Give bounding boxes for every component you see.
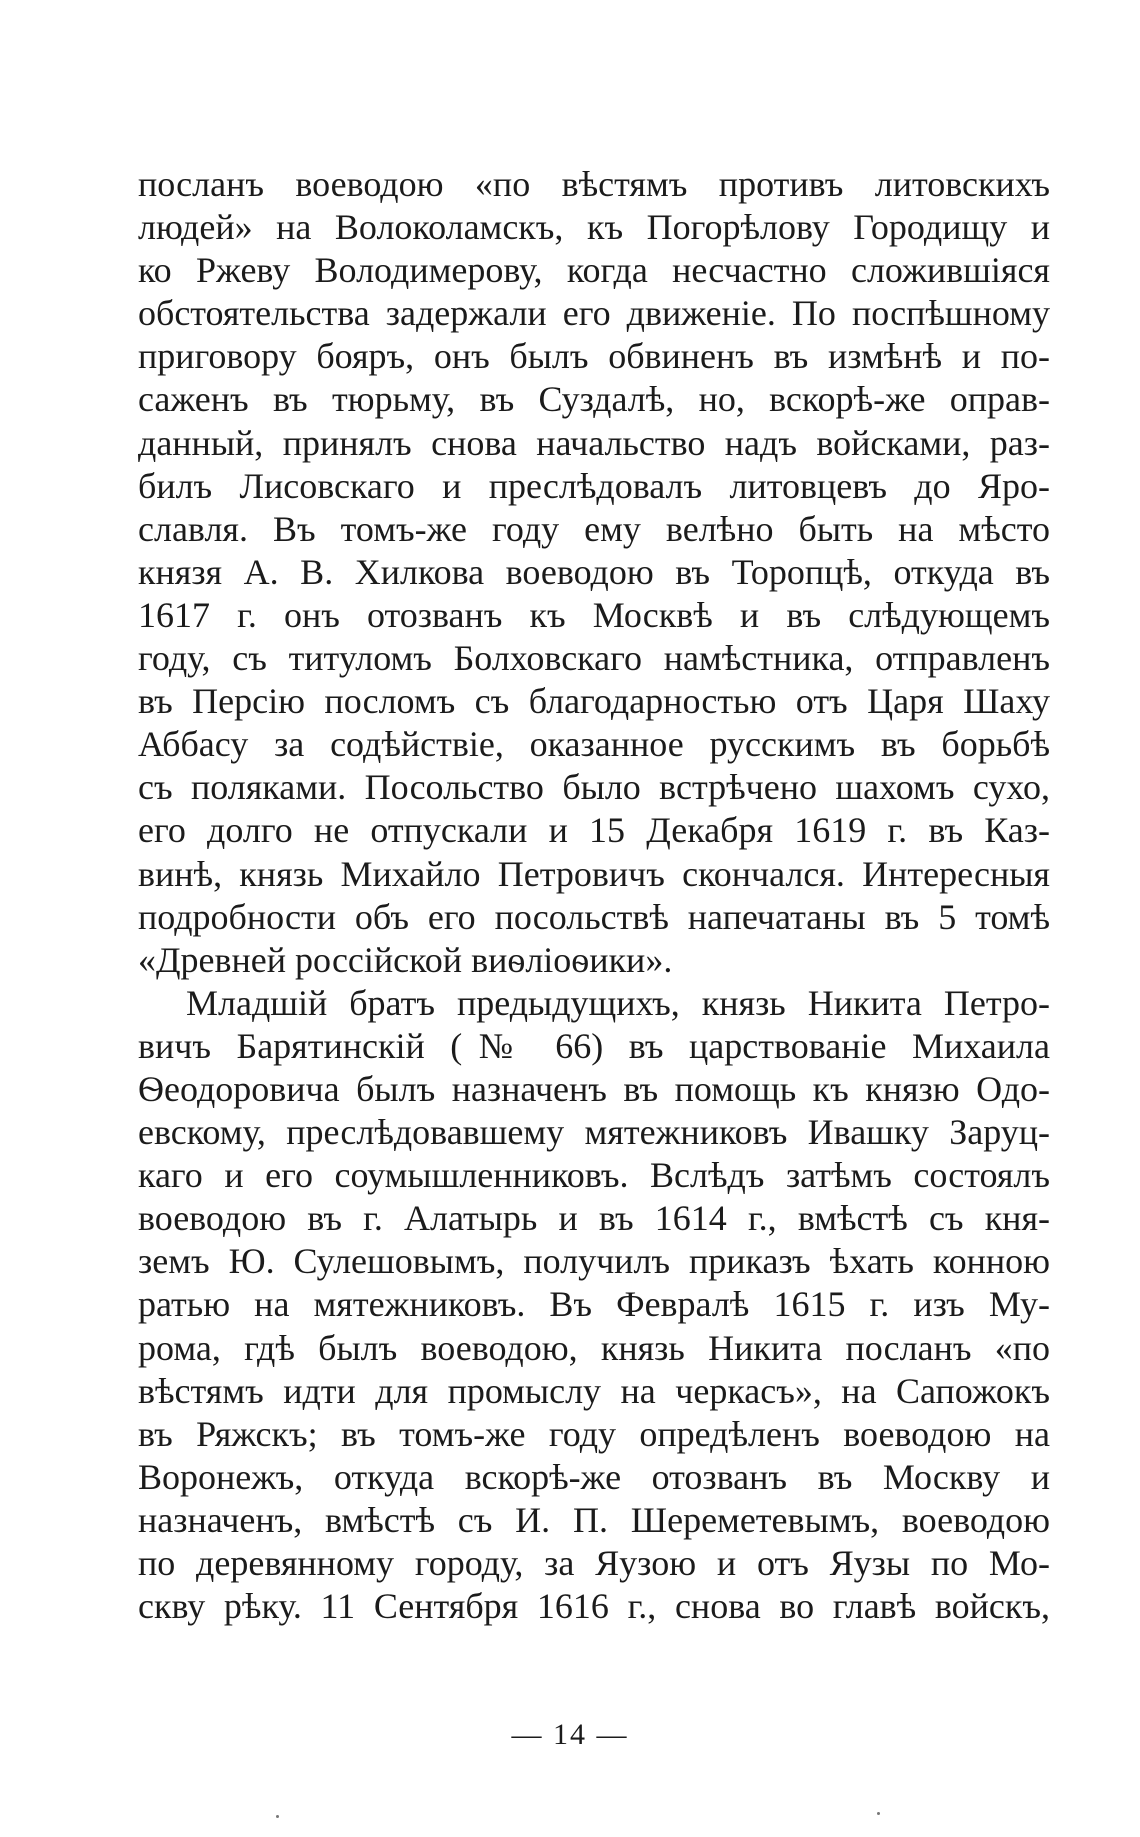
print-speck <box>276 1815 279 1818</box>
text-line: съ поляками. Посольство было встрѣчено шахомъ сухо, <box>138 767 1050 808</box>
text-line: Воронежъ, откуда вскорѣ-же отозванъ въ Москву и <box>138 1456 1050 1497</box>
text-line: «Древней россійской виѳліоѳики». <box>138 939 673 980</box>
text-line: евскому, преслѣдовавшему мятежниковъ Ивашку Заруц- <box>138 1112 1050 1153</box>
text-line: князя А. В. Хилкова воеводою въ Торопцѣ, откуда въ <box>138 551 1050 592</box>
text-line: людей» на Волоколамскъ, къ Погорѣлову Городищу и <box>138 207 1050 248</box>
text-line: по деревянному городу, за Яузою и отъ Яузы по Мо- <box>138 1543 1050 1583</box>
text-line: ко Ржеву Володимерову, когда несчастно сложившіяся <box>138 250 1050 291</box>
text-line: году, съ титуломъ Болховскаго намѣстника, отправленъ <box>138 638 1050 679</box>
print-speck <box>877 1812 880 1815</box>
page-number: — 14 — <box>511 1718 629 1751</box>
text-line: посланъ воеводою «по вѣстямъ противъ литовскихъ <box>138 164 1050 204</box>
text-line: 1617 г. онъ отозванъ къ Москвѣ и въ слѣдующемъ <box>138 594 1050 635</box>
text-line: вѣстямъ идти для промыслу на черкасъ», на Сапожокъ <box>138 1370 1050 1411</box>
text-line: приговору бояръ, онъ былъ обвиненъ въ измѣнѣ и по- <box>138 336 1050 377</box>
text-line: обстоятельства задержали его движеніе. По поспѣшному <box>138 293 1050 334</box>
text-line: винѣ, князь Михайло Петровичъ скончался. Интересныя <box>138 853 1050 894</box>
text-line: въ Персію посломъ съ благодарностью отъ Царя Шаху <box>138 681 1050 722</box>
text-line: назначенъ, вмѣстѣ съ И. П. Шереметевымъ, воеводою <box>138 1499 1050 1540</box>
text-line: каго и его соумышленниковъ. Вслѣдъ затѣмъ состоялъ <box>138 1155 1050 1196</box>
text-line: ратью на мятежниковъ. Въ Февралѣ 1615 г. изъ Му- <box>138 1284 1050 1325</box>
text-line: саженъ въ тюрьму, въ Суздалѣ, но, вскорѣ-же оправ- <box>138 379 1050 420</box>
paragraph-1 <box>138 163 1050 982</box>
text-line: Ѳеодоровича былъ назначенъ въ помощь къ князю Одо- <box>138 1068 1050 1109</box>
text-line: рома, гдѣ былъ воеводою, князь Никита посланъ «по <box>138 1327 1050 1368</box>
text-line: вичъ Барятинскій (№ 66) въ царствованіе Михаила <box>138 1025 1050 1066</box>
paragraph-2 <box>138 982 1050 1628</box>
body-text <box>138 163 1050 1628</box>
text-line: воеводою въ г. Алатырь и въ 1614 г., вмѣстѣ съ кня- <box>138 1198 1050 1239</box>
text-line: въ Ряжскъ; въ томъ-же году опредѣленъ воеводою на <box>138 1413 1050 1454</box>
text-line: скву рѣку. 11 Сентября 1616 г., снова во главѣ войскъ, <box>138 1586 1050 1627</box>
text-line: Младшій братъ предыдущихъ, князь Никита Петро- <box>186 982 1050 1023</box>
text-line: земъ Ю. Сулешовымъ, получилъ приказъ ѣхать конною <box>138 1241 1050 1282</box>
text-line: билъ Лисовскаго и преслѣдовалъ литовцевъ до Яро- <box>138 465 1050 506</box>
text-line: данный, принялъ снова начальство надъ войсками, раз- <box>138 422 1050 463</box>
text-line: его долго не отпускали и 15 Декабря 1619 г. въ Каз- <box>138 810 1050 851</box>
text-line: Аббасу за содѣйствіе, оказанное русскимъ въ борьбѣ <box>138 724 1050 765</box>
text-line: славля. Въ томъ-же году ему велѣно быть на мѣсто <box>138 508 1050 549</box>
text-line: подробности объ его посольствѣ напечатаны въ 5 томѣ <box>138 896 1050 937</box>
